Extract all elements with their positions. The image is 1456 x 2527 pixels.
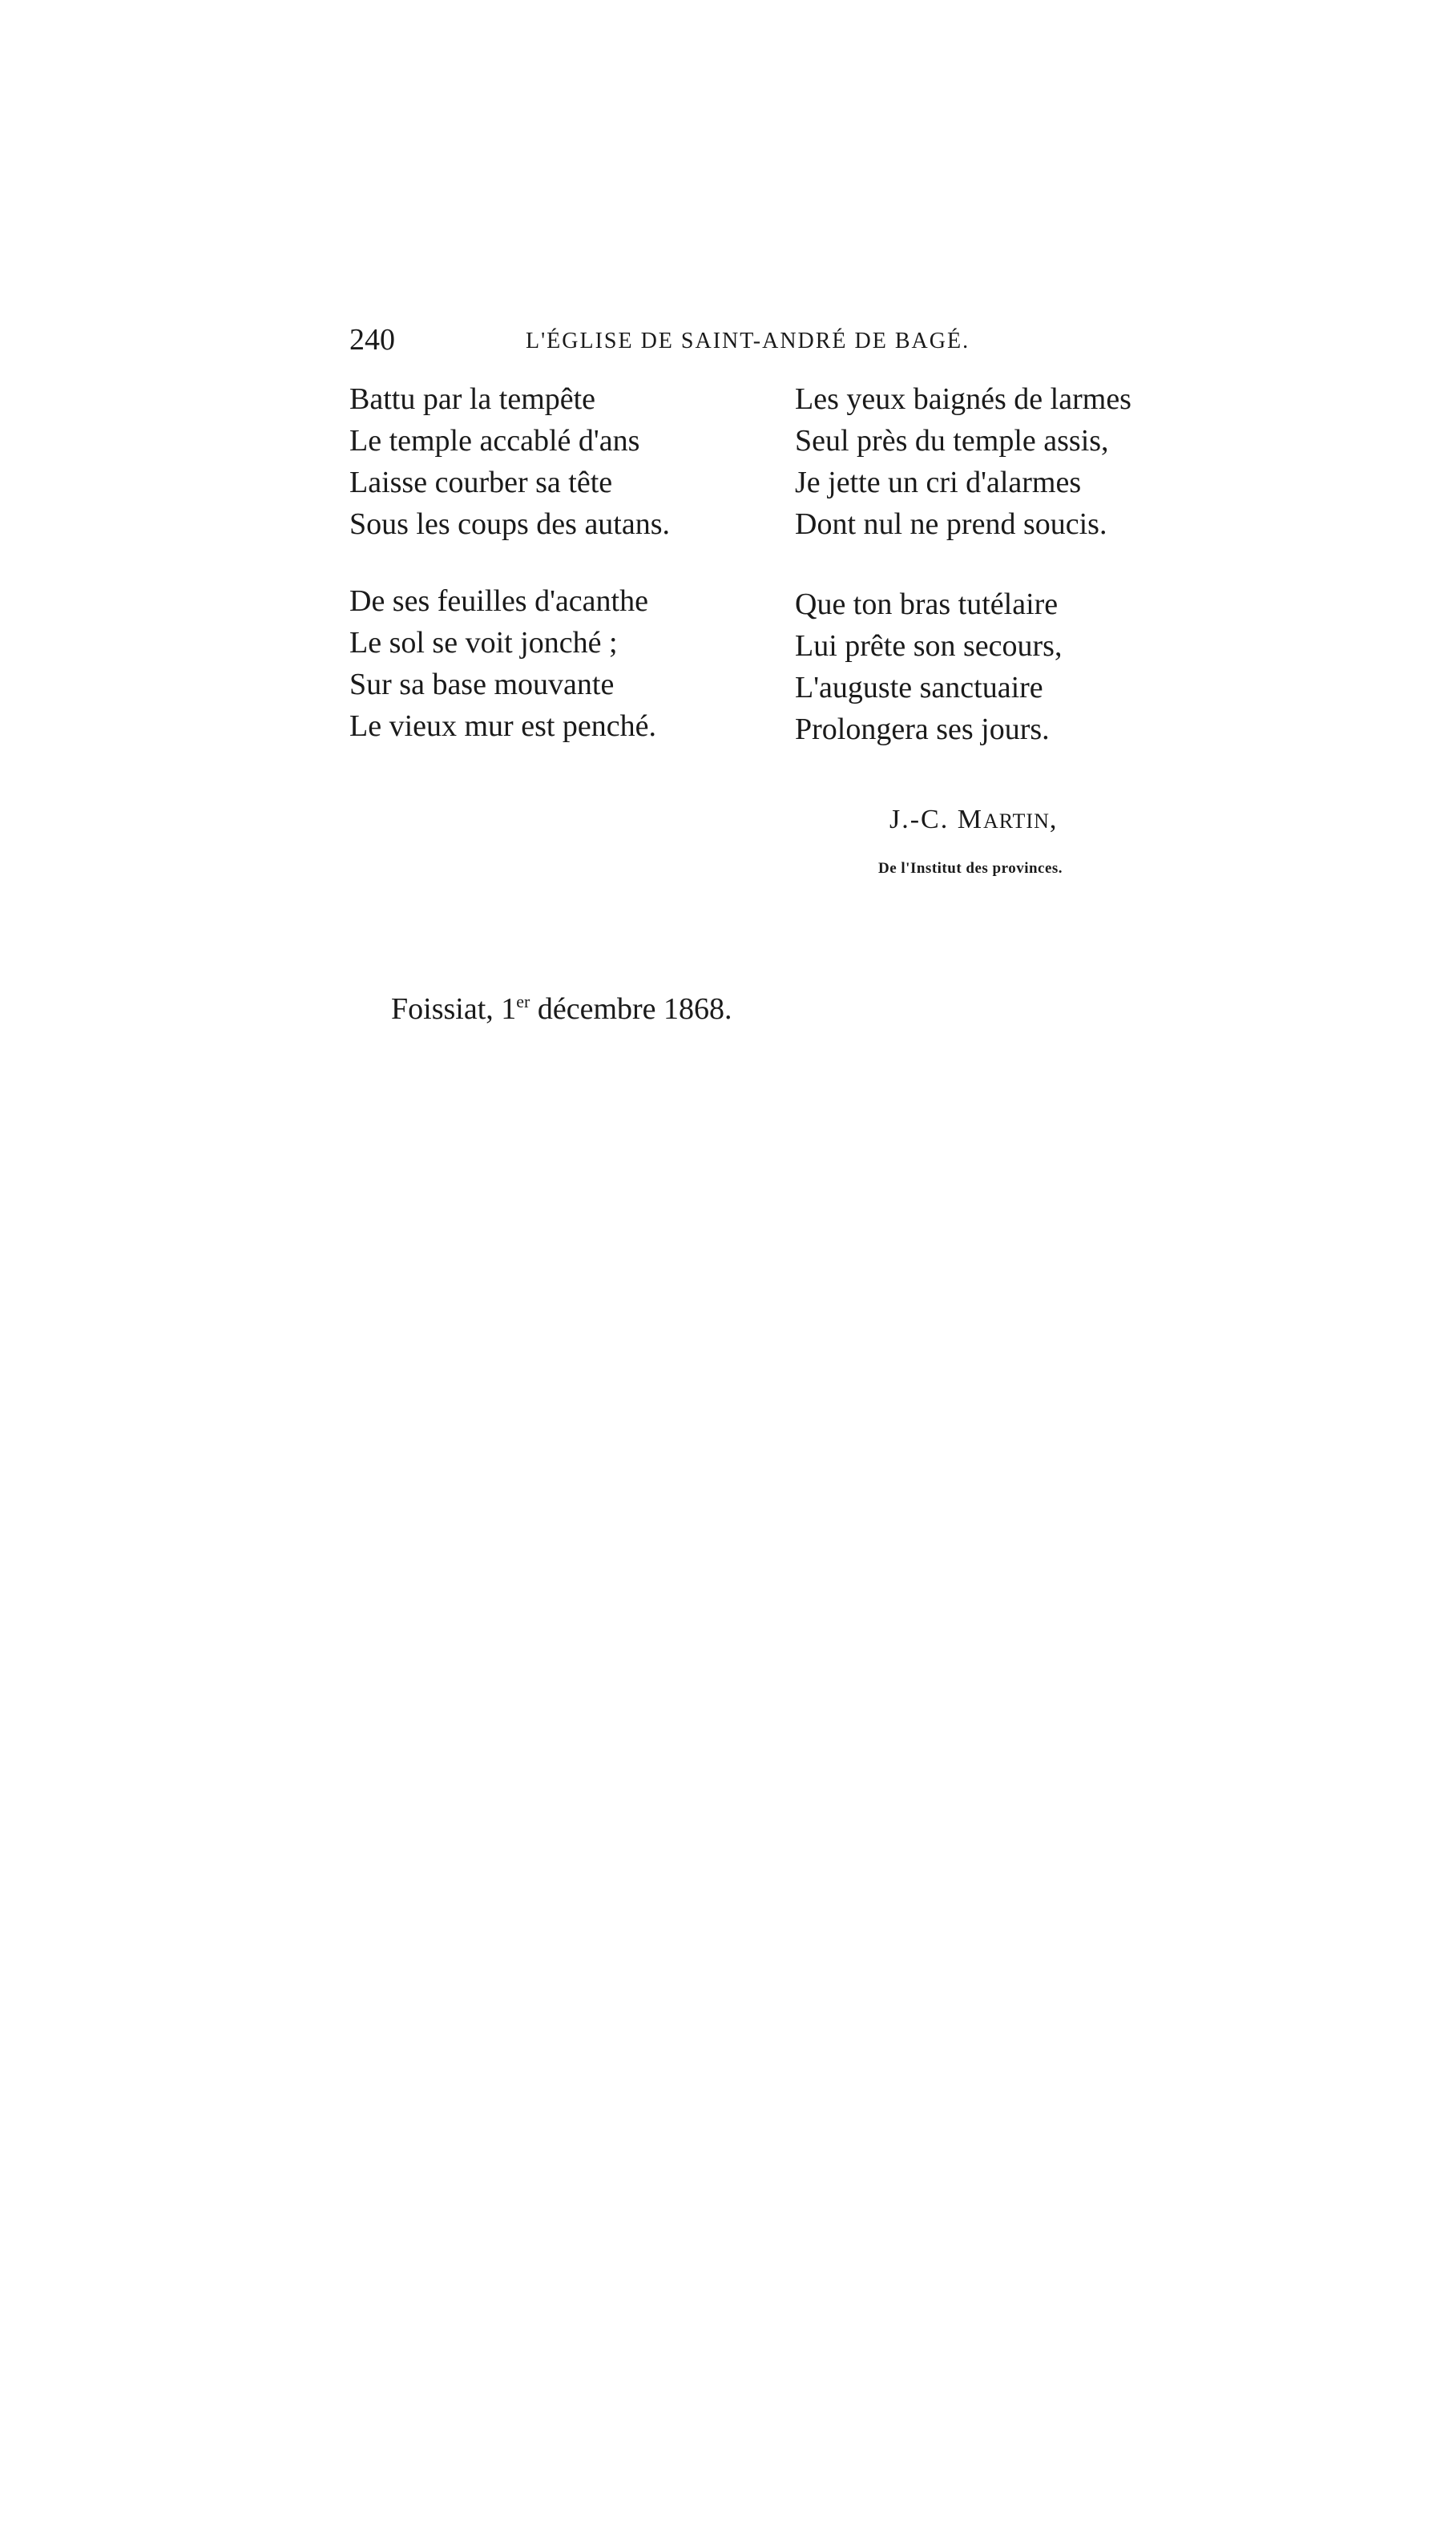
verse-line: Laisse courber sa tête <box>349 466 613 499</box>
verse-line: Le temple accablé d'ans <box>349 424 640 458</box>
stanza-1-left <box>349 378 670 545</box>
stanza-1-right <box>795 378 1131 545</box>
verse-line: Que ton bras tutélaire <box>795 587 1059 621</box>
verse-line: Sous les coups des autans. <box>349 507 671 541</box>
stanza-2-right <box>795 583 1062 750</box>
page-number: 240 <box>349 323 395 357</box>
dateline <box>391 991 732 1026</box>
dateline-date: décembre 1868. <box>530 992 732 1026</box>
dateline-place: Foissiat, 1 <box>391 992 517 1026</box>
author-surname-rest: ARTIN <box>982 809 1050 833</box>
author-surname-initial: M <box>957 805 983 834</box>
verse-line: Les yeux baignés de larmes <box>795 382 1131 416</box>
stanza-2-left <box>349 580 656 747</box>
verse-line: Le sol se voit jonché ; <box>349 626 618 660</box>
verse-line: Seul près du temple assis, <box>795 424 1109 458</box>
verse-line: L'auguste sanctuaire <box>795 671 1043 704</box>
author-signature <box>889 806 1058 834</box>
verse-line: Je jette un cri d'alarmes <box>795 466 1082 499</box>
author-signature-comma: , <box>1049 805 1059 834</box>
verse-line: Sur sa base mouvante <box>349 668 615 701</box>
verse-line: De ses feuilles d'acanthe <box>349 584 648 618</box>
dateline-ordinal: er <box>516 991 530 1011</box>
running-head: L'ÉGLISE DE SAINT-ANDRÉ DE BAGÉ. <box>526 329 970 353</box>
verse-line: Le vieux mur est penché. <box>349 709 657 743</box>
author-affiliation: De l'Institut des provinces. <box>878 860 1063 877</box>
author-initials: J.-C. <box>889 805 958 834</box>
verse-line: Battu par la tempête <box>349 382 596 416</box>
verse-line: Prolongera ses jours. <box>795 712 1050 746</box>
verse-line: Dont nul ne prend soucis. <box>795 507 1107 541</box>
verse-line: Lui prête son secours, <box>795 629 1063 663</box>
